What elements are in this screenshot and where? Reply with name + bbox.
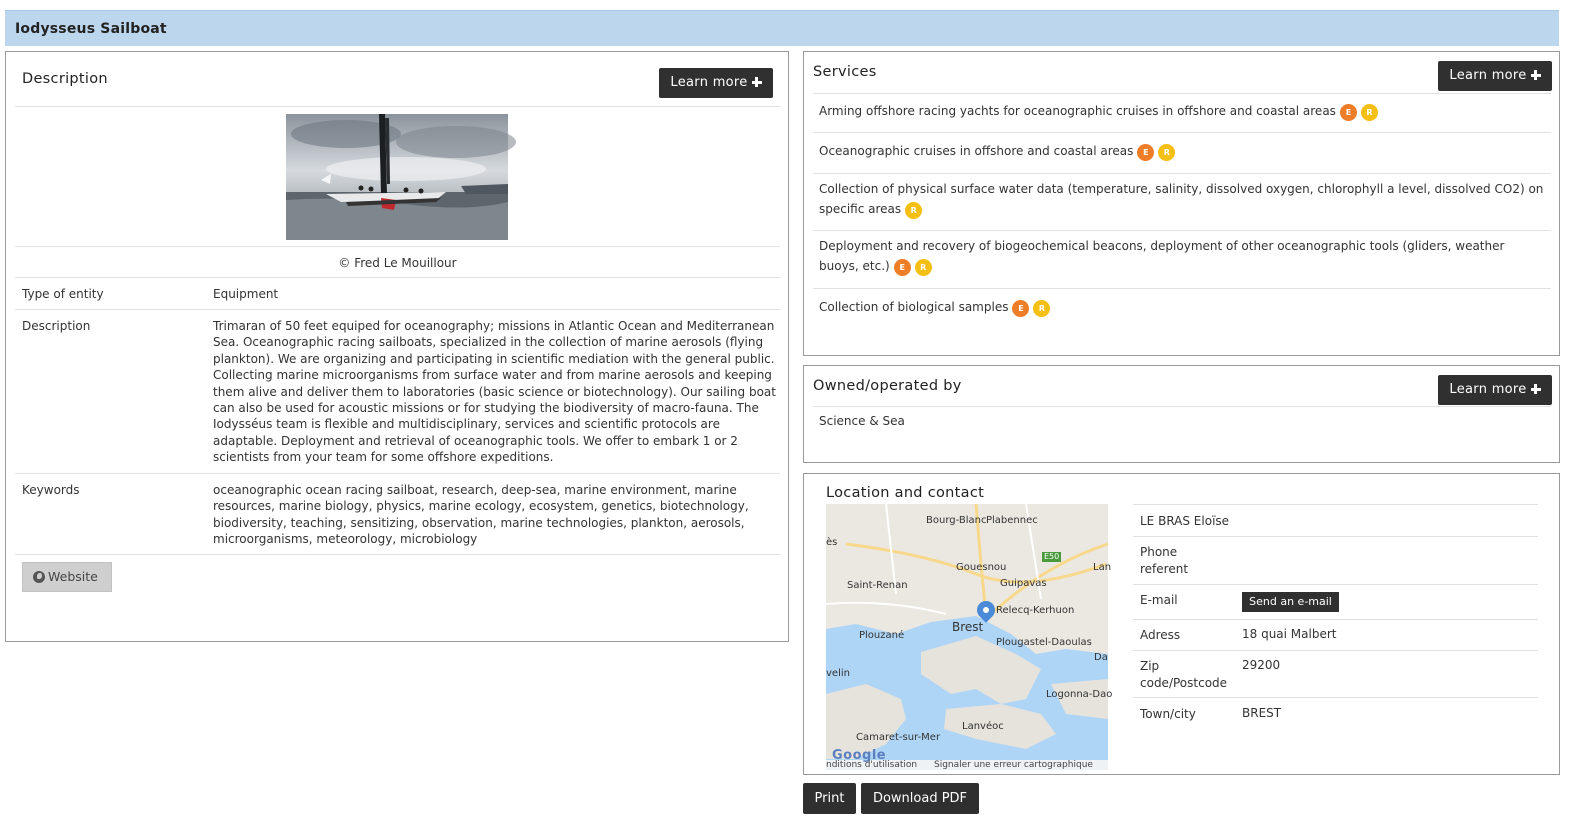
badge-e-icon: E bbox=[1340, 104, 1357, 121]
globe-icon bbox=[33, 571, 45, 583]
divider bbox=[15, 246, 780, 247]
map-place-label: Relecq-Kerhuon bbox=[996, 605, 1075, 616]
email-label: E-mail bbox=[1140, 593, 1178, 607]
divider bbox=[15, 473, 780, 474]
photo-credit: © Fred Le Mouillour bbox=[338, 256, 457, 270]
map-place-label: ès bbox=[826, 537, 838, 548]
town-value: BREST bbox=[1242, 706, 1282, 720]
owner-name[interactable]: Science & Sea bbox=[819, 414, 905, 428]
service-text: Deployment and recovery of biogeochemical beacons, deployment of other oceanographic tools (gliders, weather buoys, etc.) bbox=[819, 239, 1505, 273]
learn-more-label: Learn more bbox=[1449, 382, 1527, 397]
description-value: Trimaran of 50 feet equiped for oceanography; missions in Atlantic Ocean and Mediterranean Sea. Oceanographic racing sailboats, specialized in the collection of marine aerosols (flying plankton). We are organizing and participating in scientific mediation with the general public. Collecting marine microorganisms from surface water and from marine aerosols and keeping them alive and deliver them to laboratories (basic science or biotechnology). Our sailing boat can also be used for acoustic missions or for studying the biodiversity of macro-fauna. The Iodysséus team is flexible and multidisciplinary, services and scientific protocols are adaptable. Deployment and retrieval of oceanographic tools. We offer to embark 1 or 2 scientists from your team for some offshore expeditions. bbox=[213, 319, 776, 465]
location-map[interactable] bbox=[826, 504, 1113, 770]
plus-icon bbox=[752, 77, 762, 87]
map-place-label: Brest bbox=[952, 620, 984, 634]
description-label: Description bbox=[22, 319, 91, 333]
service-text: Oceanographic cruises in offshore and coastal areas bbox=[819, 144, 1134, 158]
badge-e-icon: E bbox=[894, 259, 911, 276]
map-place-label: Camaret-sur-Mer bbox=[856, 732, 941, 743]
map-place-label: Guipavas bbox=[1000, 578, 1047, 589]
divider bbox=[813, 132, 1551, 133]
badge-r-icon: R bbox=[1033, 300, 1050, 317]
map-place-label: Gouesnou bbox=[956, 562, 1007, 573]
website-button[interactable] bbox=[22, 562, 112, 592]
map-place-label: Plougastel-Daoulas bbox=[996, 637, 1092, 648]
zip-value: 29200 bbox=[1242, 658, 1281, 672]
divider bbox=[813, 173, 1551, 174]
map-place-label: Plouzané bbox=[859, 630, 905, 641]
divider bbox=[15, 309, 780, 310]
sailboat-image bbox=[286, 114, 508, 240]
website-label: Website bbox=[48, 569, 98, 584]
divider bbox=[15, 106, 780, 107]
description-panel bbox=[5, 51, 789, 642]
divider bbox=[15, 277, 780, 278]
service-item bbox=[819, 142, 1544, 162]
map-place-label: Saint-Renan bbox=[847, 580, 908, 591]
services-heading: Services bbox=[813, 64, 877, 80]
divider bbox=[1133, 584, 1538, 585]
description-heading: Description bbox=[22, 71, 108, 87]
address-label: Adress bbox=[1140, 628, 1181, 642]
owned-panel bbox=[803, 365, 1560, 463]
contact-heading: Location and contact bbox=[826, 485, 985, 501]
divider bbox=[15, 554, 780, 555]
map-place-label: Plabennec bbox=[986, 515, 1038, 526]
services-learn-more-button[interactable] bbox=[1438, 61, 1552, 91]
map-place-label: Da bbox=[1094, 652, 1108, 663]
keywords-label: Keywords bbox=[22, 483, 80, 497]
services-panel bbox=[803, 51, 1560, 356]
phone-label: Phone referent bbox=[1140, 545, 1189, 576]
badge-e-icon: E bbox=[1012, 300, 1029, 317]
owned-learn-more-button[interactable] bbox=[1438, 375, 1552, 405]
map-place-label: Bourg-Blanc bbox=[926, 515, 987, 526]
divider bbox=[1133, 697, 1538, 698]
learn-more-label: Learn more bbox=[670, 75, 748, 90]
service-item bbox=[819, 237, 1544, 276]
page-header bbox=[5, 10, 1559, 46]
divider bbox=[1133, 619, 1538, 620]
type-of-entity-value: Equipment bbox=[213, 287, 279, 301]
divider bbox=[1133, 504, 1538, 505]
learn-more-label: Learn more bbox=[1449, 68, 1527, 83]
send-email-button[interactable]: Send an e-mail bbox=[1242, 592, 1339, 612]
contact-name: LE BRAS Eloïse bbox=[1140, 514, 1230, 528]
address-value: 18 quai Malbert bbox=[1242, 627, 1337, 641]
page-title: Iodysseus Sailboat bbox=[15, 21, 167, 37]
service-item bbox=[819, 102, 1544, 122]
divider bbox=[813, 230, 1551, 231]
keywords-value: oceanographic ocean racing sailboat, research, deep-sea, marine environment, marine resources, marine biology, physics, marine ecology, ecosystem, genetics, biotechnology, biodiversity, teaching, sensitizing, observation, marine technologies, plankton, aerosols, microorganisms, meteorology, microbiology bbox=[213, 483, 749, 547]
service-item bbox=[819, 298, 1544, 318]
divider bbox=[1133, 650, 1538, 651]
owned-heading: Owned/operated by bbox=[813, 378, 962, 394]
download-pdf-button[interactable]: Download PDF bbox=[861, 783, 979, 814]
type-of-entity-label: Type of entity bbox=[22, 287, 104, 301]
map-report-error-link[interactable]: Signaler une erreur cartographique bbox=[934, 760, 1093, 770]
sailboat-photo bbox=[286, 114, 508, 240]
plus-icon bbox=[1531, 70, 1541, 80]
map-terms-link[interactable]: nditions d'utilisation bbox=[826, 760, 918, 770]
google-logo: Google bbox=[832, 748, 887, 763]
map-place-label: velin bbox=[826, 668, 850, 679]
map-place-label: Lan bbox=[1093, 562, 1112, 573]
divider bbox=[813, 406, 1551, 407]
plus-icon bbox=[1531, 384, 1541, 394]
print-button[interactable]: Print bbox=[803, 783, 856, 814]
service-item bbox=[819, 180, 1544, 219]
service-text: Collection of biological samples bbox=[819, 300, 1009, 314]
zip-label: Zip code/Postcode bbox=[1140, 659, 1228, 690]
badge-r-icon: R bbox=[905, 202, 922, 219]
divider bbox=[813, 288, 1551, 289]
divider bbox=[1133, 536, 1538, 537]
service-text: Arming offshore racing yachts for oceanographic cruises in offshore and coastal areas bbox=[819, 104, 1336, 118]
road-badge: E50 bbox=[1044, 552, 1060, 561]
badge-r-icon: R bbox=[1361, 104, 1378, 121]
divider bbox=[813, 93, 1551, 94]
contact-panel bbox=[803, 473, 1560, 775]
map-place-label: Logonna-Dao bbox=[1046, 689, 1113, 700]
map-place-label: Lanvéoc bbox=[962, 721, 1004, 732]
service-text: Collection of physical surface water data (temperature, salinity, dissolved oxygen, chlorophyll a level, dissolved CO2) on specific areas bbox=[819, 182, 1544, 216]
town-label: Town/city bbox=[1140, 707, 1196, 721]
badge-e-icon: E bbox=[1137, 144, 1154, 161]
badge-r-icon: R bbox=[1158, 144, 1175, 161]
description-learn-more-button[interactable] bbox=[659, 68, 773, 98]
badge-r-icon: R bbox=[915, 259, 932, 276]
